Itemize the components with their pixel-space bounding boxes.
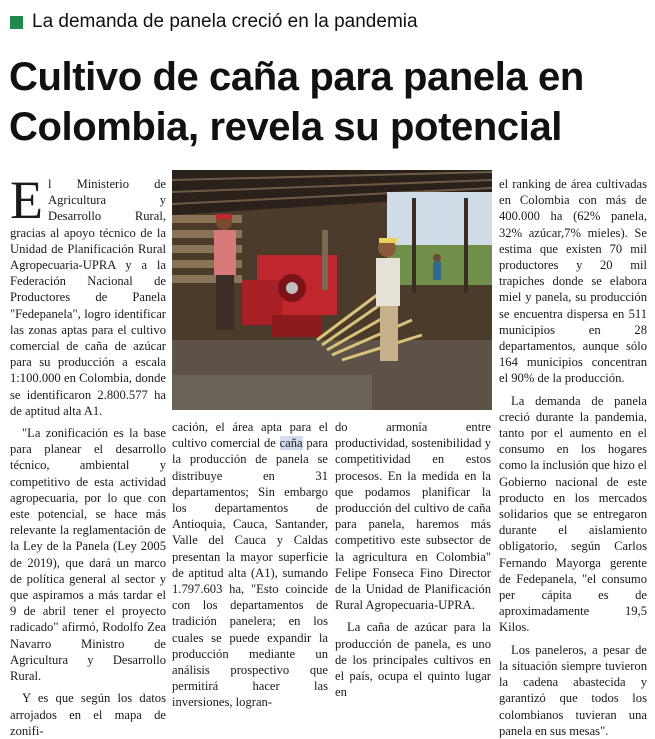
paragraph: el ranking de área cultivadas en Colombia con más de 400.000 ha (62% panela, 32% azúcar,7% mieles). Se estima que existen 70 mil productores y 20 mil trapiches donde se elabora miel y panela, su producción se encuentra dispersa en 511 municipios en 28 departamentos, aunque sólo 164 municipios concentran el 90% de la producción.	[499, 177, 647, 386]
section-kicker	[10, 9, 418, 35]
article-column-3	[335, 419, 491, 700]
paragraph: "La zonificación es la base para planear el desarrollo técnico, ambiental y competitivo de esta actividad agropecuaria, por lo que con este potencial, se hace más relevante la reglamentación de la Ley de la Panela (Ley 2005 de 2019), que dará un marco de política general al sector y que aspiramos a más tardar el 9 de abril tener el proyecto radicado" afirmó, Rodolfo Zea Navarro Ministro de Agricultura y Desarrollo Rural.	[10, 426, 166, 684]
paragraph: Los paneleros, a pesar de la situación siempre tuvieron la cadena abastecida y garantizó que todos los colombianos tuvieran una panela en sus mesas".	[499, 642, 647, 738]
drop-cap: E	[10, 170, 43, 230]
highlighted-word: caña	[279, 436, 303, 451]
sugar-mill-photo	[172, 170, 492, 410]
paragraph: El Ministerio de Agricultura y Desarrollo Rural, gracias al apoyo técnico de la Unidad de Planificación Rural Agropecuaria-UPRA y a la Federación Nacional de Productores de Panela "Fedepanela", logro identificar las zonas aptas para el cultivo comercial de caña de azúcar para su producción a escala 1:100.000 en Colombia, donde se identificaron 2.800.577 ha de aptitud alta A1.	[10, 170, 166, 418]
paragraph: Y es que según los datos arrojados en el mapa de zonifi-	[10, 691, 166, 738]
paragraph: do armonía entre productividad, sostenibilidad y competitividad en estos procesos. En la medida en la que podamos planificar la producción del cultivo de caña para panela, haremos más competitivo este subsector de la agricultura en Colombia" Felipe Fonseca Fino Director de la Unidad de Planificación Rural Agropecuaria-UPRA.	[335, 420, 491, 613]
article-photo	[172, 170, 492, 410]
article-column-4	[499, 176, 647, 738]
kicker-text: La demanda de panela creció en la pandemia	[32, 11, 418, 32]
headline: Cultivo de caña para panela en Colombia, revela su potencial	[9, 55, 584, 149]
article-column-1	[10, 170, 166, 738]
article-column-2	[172, 419, 328, 710]
paragraph: La demanda de panela creció durante la pandemia, tanto por el aumento en el consumo en los hogares como la inclusión que hizo el Gobierno nacional de este producto en los mercados solidarios que se entregaron durante el aislamiento obligatorio, según Carlos Fernando Mayorga gerente de Fedepanela, "el consumo per cápita es de aproximadamente 19,5 Kilos.	[499, 393, 647, 635]
green-square-icon	[10, 16, 23, 29]
paragraph: La caña de azúcar para la producción de panela, es uno de los principales cultivos en el país, ocupa el quinto lugar en	[335, 620, 491, 700]
paragraph: cación, el área apta para el cultivo comercial de caña para la producción de panela se distribuye en 31 departamentos; Sin embargo los departamentos de Antioquia, Cauca, Santander, Valle del Cauca y Caldas presentan la mayor superficie de aptitud alta (A1), sumando 1.797.603 ha, "Esto coincide con los departamentos de tradición panelera; en los cuales se puede expandir la producción mediante un análisis prospectivo que permitirá hacer las inversiones, logran-	[172, 420, 328, 710]
